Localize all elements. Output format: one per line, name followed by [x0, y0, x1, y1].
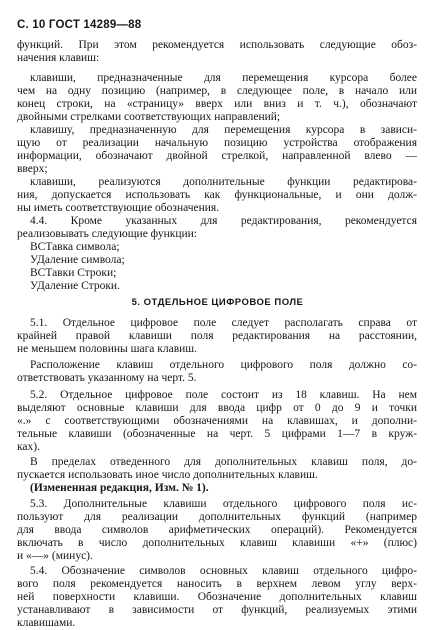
- text-line: 5.4. Обозначение символов основных клавиш отдельного цифро-: [30, 565, 417, 577]
- text-line: тельные клавиши (обозначенные на черт. 5 цифрами 1—7 в круж-: [17, 428, 417, 440]
- text-line: вого поля рекомендуется наносить в верхнем левом углу верх-: [17, 578, 417, 590]
- text-line: пускается использовать иное число дополнительных клавиш.: [17, 469, 318, 481]
- text-line: 5.2. Отдельное цифровое поле состоит из 18 клавиш. На нем: [30, 389, 417, 401]
- text-line: конец строки, на «страницу» вверх или вниз и т. ч.), обозначают: [17, 98, 417, 110]
- text-line: ках).: [17, 441, 40, 453]
- page-header: С. 10 ГОСТ 14289—88: [17, 19, 142, 31]
- text-line: ВСТавка символа;: [30, 241, 120, 253]
- text-line: двойными стрелками соответствующих направлений;: [17, 111, 281, 123]
- text-line: и «—» (минус).: [17, 550, 93, 562]
- text-line: устанавливают в зависимости от функций, реализуемых этими: [17, 604, 417, 616]
- text-line: начения клавиш:: [17, 52, 100, 64]
- text-line: выделяют основные клавиши для ввода цифр от 0 до 9 и точки: [17, 402, 417, 414]
- text-line: информации, обозначают двойной стрелкой, направленной влево —: [17, 150, 417, 162]
- text-line: пользуют для реализации дополнительных функций (например: [17, 511, 417, 523]
- text-line: ответствовать указанному на черт. 5.: [17, 372, 197, 384]
- text-line: реализовывать следующие функции:: [17, 228, 197, 240]
- text-line: 5.3. Дополнительные клавиши отдельного цифрового поля ис-: [30, 498, 417, 510]
- text-line: УДаление символа;: [30, 254, 125, 266]
- text-line: ны иметь соответствующие обозначения.: [17, 202, 220, 214]
- text-line: не меньшем половины шага клавиш.: [17, 343, 198, 355]
- text-line: включать в число дополнительных клавиш клавиши «+» (плюс): [17, 537, 417, 549]
- text-line: чем на одну позицию (например, в следующее поле, в начало или: [17, 85, 417, 97]
- section-heading: 5. ОТДЕЛЬНОЕ ЦИФРОВОЕ ПОЛЕ: [131, 297, 304, 308]
- text-line: клавишу, предназначенную для перемещения курсора в зависи-: [30, 124, 417, 136]
- text-line: «.» с соответствующими обозначениями на клавишах, и дополни-: [17, 415, 417, 427]
- text-line: (Измененная редакция, Изм. № 1).: [30, 482, 209, 494]
- text-line: УДаление Строки.: [30, 280, 120, 292]
- text-line: крайней правой клавиши поля редактирования на расстоянии,: [17, 330, 417, 342]
- text-line: функций. При этом рекомендуется использовать следующие обоз-: [17, 39, 417, 51]
- text-line: Расположение клавиш отдельного цифрового поля должно со-: [30, 359, 417, 371]
- text-line: ней поверхности клавиши. Обозначение дополнительных клавиш: [17, 591, 417, 603]
- text-line: ВСТавки Строки;: [30, 267, 117, 279]
- text-line: В пределах отведенного для дополнительных клавиш поля, до-: [30, 456, 417, 468]
- text-line: ния, допускается использовать как функциональные, и они долж-: [17, 189, 417, 201]
- text-line: 4.4. Кроме указанных для редактирования, рекомендуется: [30, 215, 417, 227]
- text-line: 5.1. Отдельное цифровое поле следует располагать справа от: [30, 317, 417, 329]
- text-line: клавиши, предназначенные для перемещения курсора более: [30, 72, 417, 84]
- text-line: клавиши, реализуются дополнительные функции редактирова-: [30, 176, 417, 188]
- text-line: вверх;: [17, 163, 48, 175]
- text-line: клавишами.: [17, 617, 76, 629]
- text-line: щую от реализации начальную позицию устройства отображения: [17, 137, 417, 149]
- text-line: для ввода символов арифметических операций). Рекомендуется: [17, 524, 417, 536]
